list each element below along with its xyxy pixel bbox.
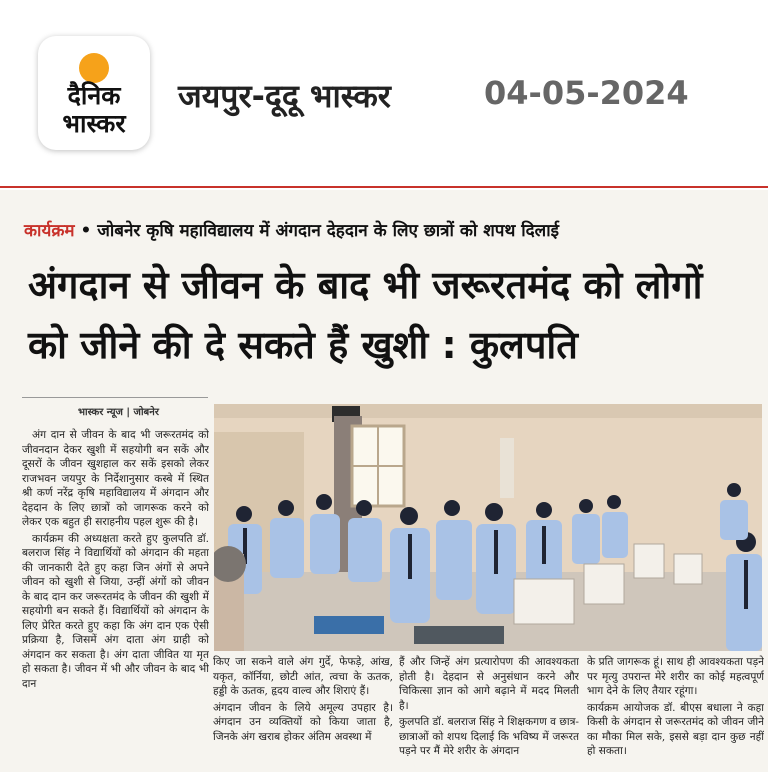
kicker-text: • जोबनेर कृषि महाविद्यालय में अंगदान देहदान के लिए छात्रों को शपथ दिलाई <box>80 221 559 241</box>
column-3-paragraph-1: हैं और जिन्हें अंग प्रत्यारोपण की आवश्यकता होती है। देहदान से अनुसंधान करने और चिकित्सा ज्ञान को आगे बढ़ाने में मदद मिलती है। <box>399 656 579 712</box>
article-headline: अंगदान से जीवन के बाद भी जरूरतमंद को लोगों को जीने की दे सकते हैं खुशी : कुलपति <box>28 263 703 367</box>
header-divider <box>0 186 768 188</box>
edition-name: जयपुर-दूदू भास्कर <box>178 77 391 115</box>
epaper-header <box>0 0 768 188</box>
logo-line-1: दैनिक <box>67 81 121 110</box>
students-oath-photo <box>214 404 762 651</box>
column-3-paragraph-2: कुलपति डॉ. बलराज सिंह ने शिक्षकगण व छात्र-छात्राओं को शपथ दिलाई कि भविष्य में जरूरत पड़ने पर मैं मेरे शरीर के अंगदान <box>399 716 579 757</box>
column-1-paragraph-2: कार्यक्रम की अध्यक्षता करते हुए कुलपति डॉ. बलराज सिंह ने विद्यार्थियों को अंगदान की महता की जानकारी देते हुए कहा जिन अंगों से अपने जीवन को खुशी से जिया, उन्हीं अंगों को जीवन के बाद दान कर जरूरतमंद के जीवन की खुशी में सहयोगी बन सकते हैं। विद्यार्थियों को अंगदान के लिए प्रेरित करते हुए कहा कि अंग दान एक ऐसी प्रक्रिया है, जिसमें अंग दाता अंग ग्राही को अंगदान कर सकता है। अंग दाता जीवित या मृत हो सकता है। जीवन में भी और जीवन के बाद भी दान <box>22 532 209 690</box>
article-byline: भास्कर न्यूज | जोबनेर <box>78 407 159 418</box>
article-column-4 <box>587 655 764 772</box>
article-column-1 <box>22 428 209 772</box>
dainik-bhaskar-logo <box>38 36 150 150</box>
kicker-tag: कार्यक्रम <box>24 221 75 241</box>
column-2-paragraph-2: अंगदान जीवन के लिये अमूल्य उपहार है। अंगदान उन व्यक्तियों को किया जाता है, जिनके अंग खराब होकर अंतिम अवस्था में <box>213 701 393 743</box>
sun-icon <box>79 53 109 83</box>
logo-line-2: भास्कर <box>62 109 126 138</box>
edition-date: 04-05-2024 <box>484 74 689 112</box>
column-4-paragraph-2: कार्यक्रम आयोजक डॉ. बीएस बधाला ने कहा किसी के अंगदान से जरूरतमंद को जीवन जीने का मौका मिल सके, इससे बड़ा दान कुछ नहीं हो सकता। <box>587 701 764 757</box>
byline-rule <box>22 397 208 398</box>
article-column-3 <box>399 655 579 772</box>
column-2-paragraph-1: किए जा सकने वाले अंग गुर्दे, फेफड़े, आंख, यकृत, कॉर्निया, छोटी आंत, त्वचा के ऊतक, हड्डी के ऊतक, हृदय वाल्व और शिराएं हैं। <box>213 656 393 697</box>
classroom-illustration <box>214 404 762 651</box>
article-column-2 <box>213 655 393 772</box>
column-1-paragraph-1: अंग दान से जीवन के बाद भी जरूरतमंद को जीवनदान देकर खुशी में सहयोगी बन सकें और दूसरों के जीवन खुशहाल कर सकें इसको लेकर राजभवन जयपुर के निर्देशानुसार कस्बे में स्थित श्री कर्ण नरेंद्र कृषि महाविद्यालय में अंगदान और देहदान के लिए छात्रों को जागरूक करने को लेकर एक बहुत ही सराहनीय पहल शुरू की है। <box>22 429 209 528</box>
article-kicker <box>24 218 559 241</box>
column-4-paragraph-1: के प्रति जागरूक हूं। साथ ही आवश्यकता पड़ने पर मृत्यु उपरान्त मेरे शरीर का कोई महत्वपूर्ण भाग देने के लिए तैयार रहूंगा। <box>587 656 764 697</box>
